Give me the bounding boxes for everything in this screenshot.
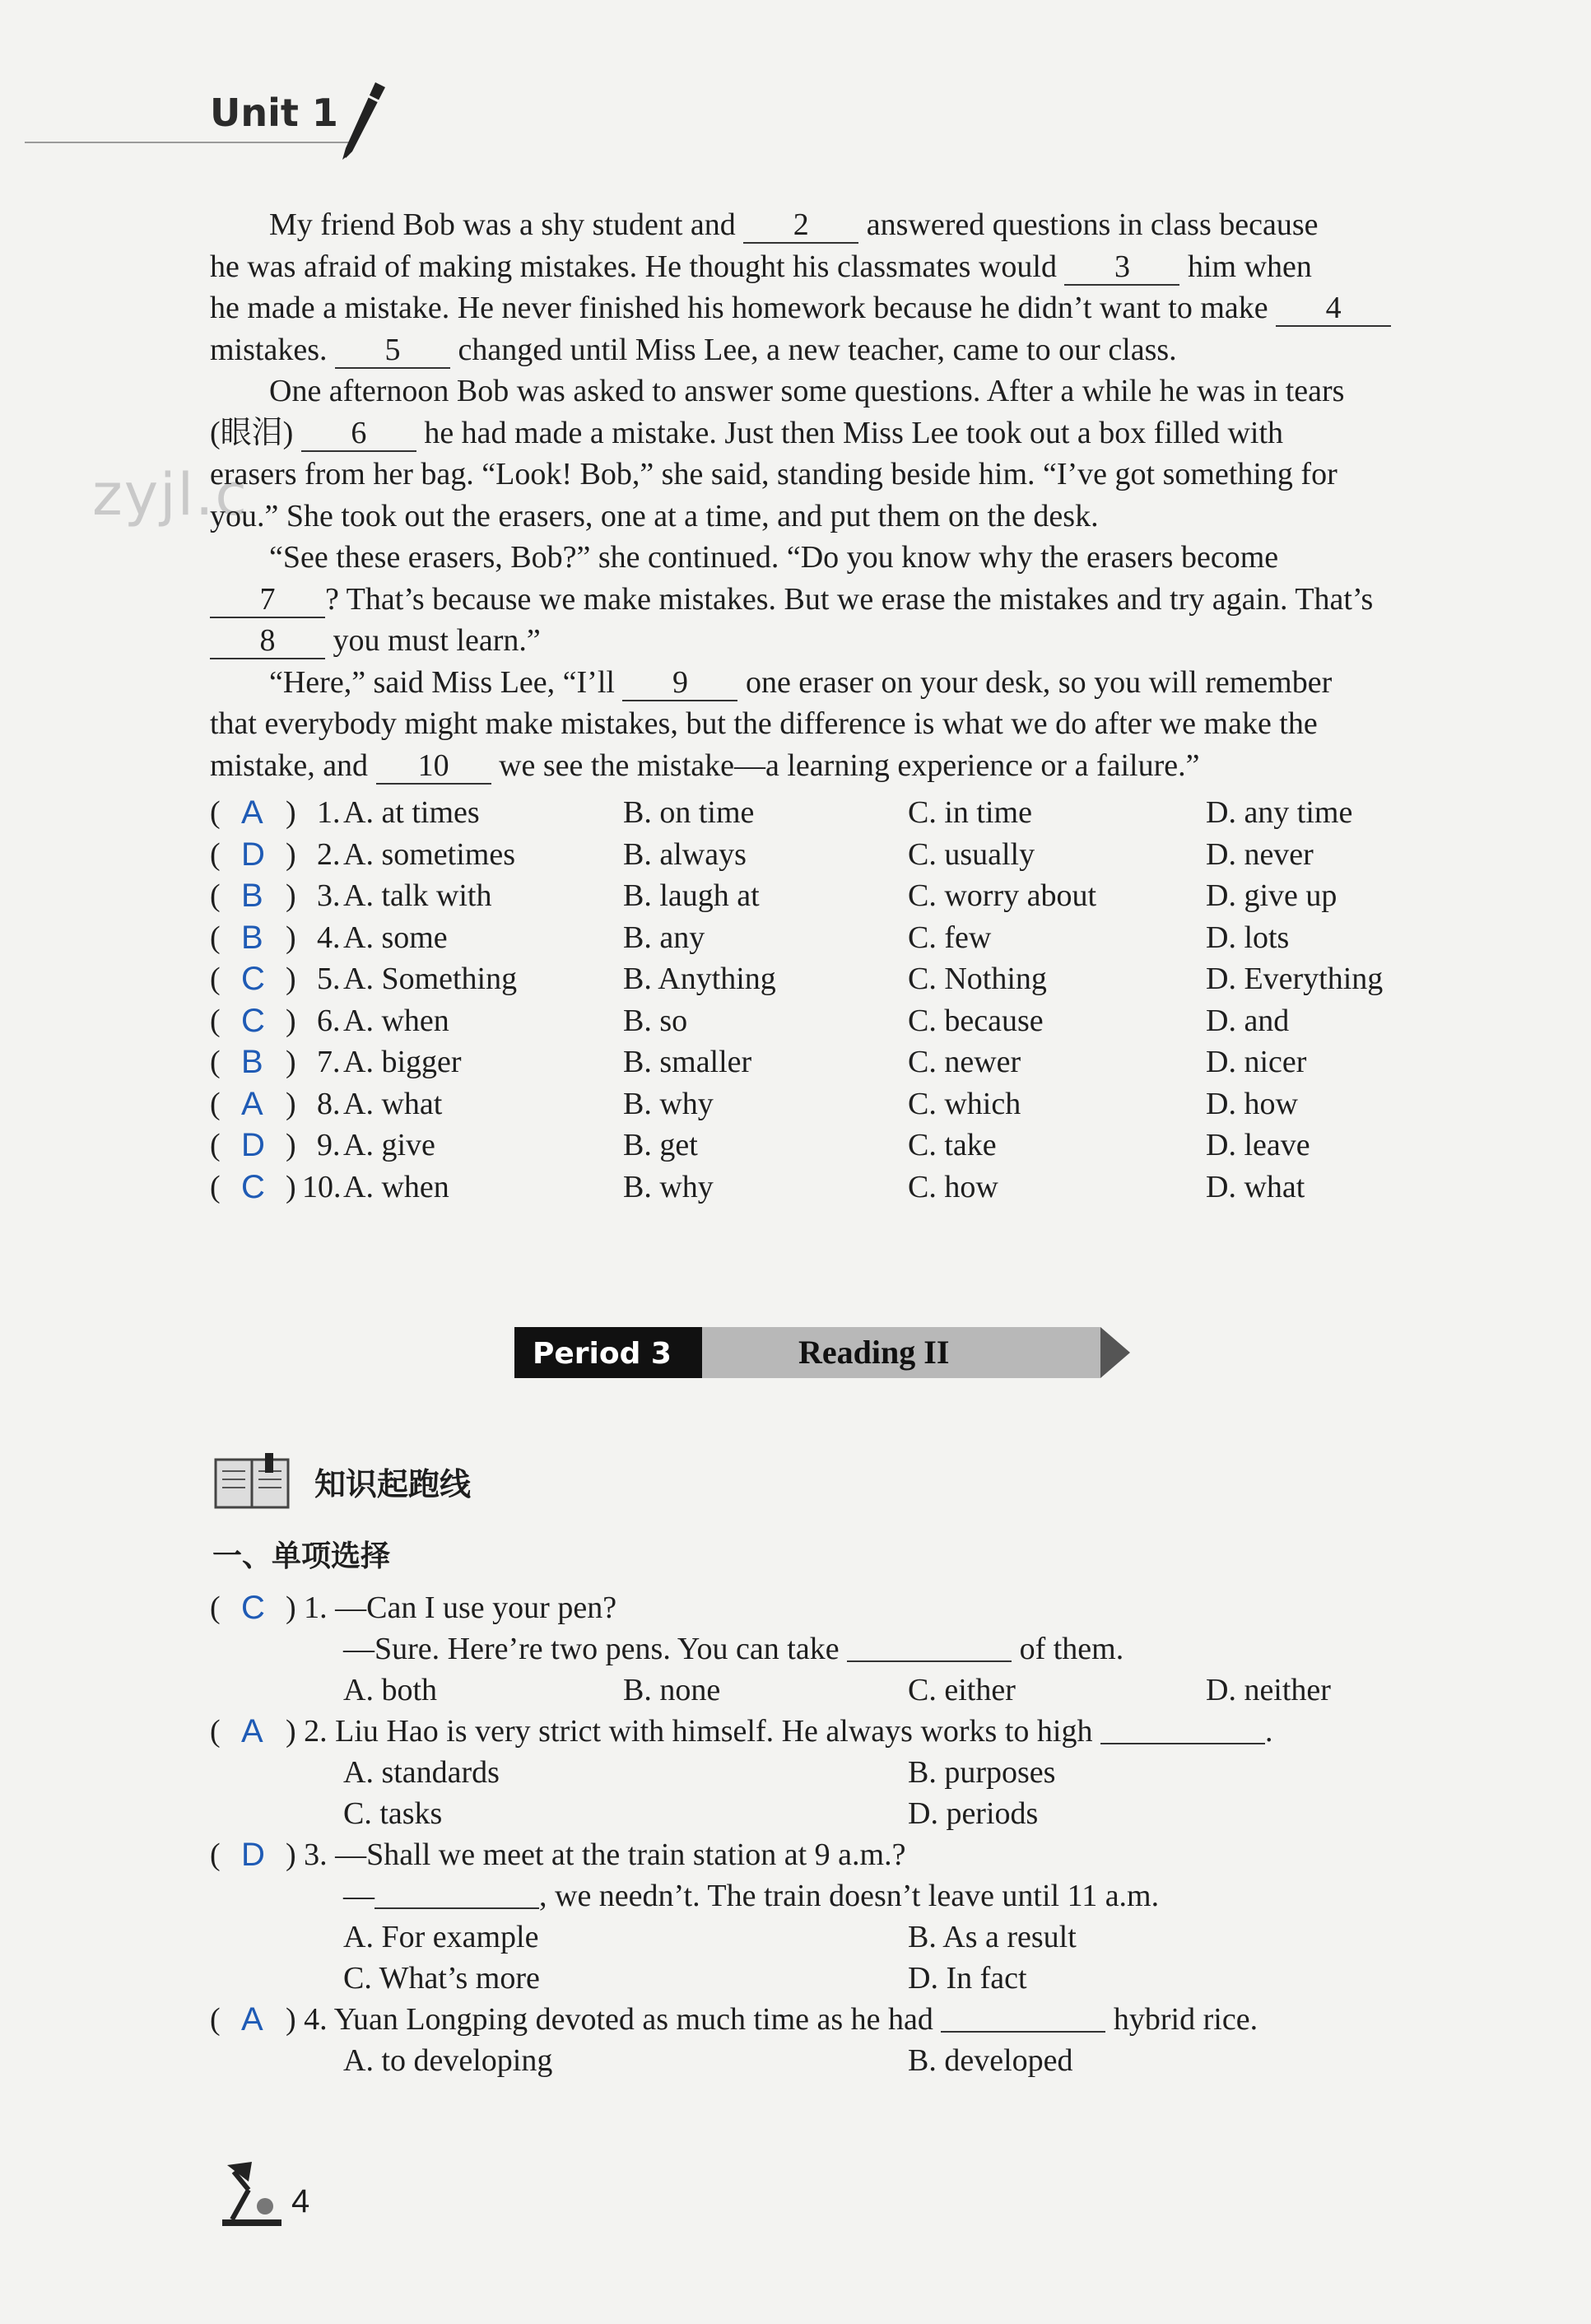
answer-mark: B [241, 919, 263, 956]
question-number: 3. [317, 878, 341, 913]
cloze-question-row [210, 1083, 1444, 1125]
paren-open: ( [210, 1086, 221, 1121]
option-c: C. newer [908, 1045, 1021, 1079]
question-text: hybrid rice. [1105, 2002, 1258, 2037]
answer-mark: C [241, 1590, 265, 1626]
mc-options-2b [210, 1793, 1444, 1834]
answer-mark: A [241, 2001, 263, 2038]
passage-line [210, 496, 1428, 538]
option-a: A. when [343, 1169, 449, 1204]
blank-number: 9 [622, 665, 737, 701]
option-d: D. periods [908, 1796, 1039, 1831]
paren-open: ( [210, 878, 221, 913]
passage-line [210, 703, 1428, 745]
paren-close: ) [286, 795, 296, 830]
passage-line [210, 537, 1428, 579]
mc-options-2a [210, 1752, 1444, 1793]
option-b: B. Anything [623, 962, 776, 996]
question-number: 7. [317, 1045, 341, 1079]
blank-number: 2 [743, 207, 858, 244]
passage-text: My friend Bob was a shy student and [269, 207, 744, 242]
section-title: 知识起跑线 [314, 1466, 472, 1502]
passage-text: changed until Miss Lee, a new teacher, came to our class. [449, 332, 1177, 367]
option-a: A. what [343, 1086, 443, 1121]
question-number: 1. [317, 795, 341, 830]
option-d: D. In fact [908, 1961, 1027, 1996]
answer-mark: B [241, 878, 263, 914]
header-rule [25, 142, 350, 143]
passage-text: mistakes. [210, 332, 335, 367]
option-b: B. purposes [908, 1755, 1056, 1790]
option-b: B. none [623, 1673, 721, 1707]
passage-text: “See these erasers, Bob?” she continued. “Do you know why the erasers become [269, 540, 1279, 575]
passage-text: he was afraid of making mistakes. He thought his classmates would [210, 249, 1065, 284]
option-d: D. leave [1206, 1128, 1310, 1162]
mc-question-4: ( A ) 4. Yuan Longping devoted as much time as he had hybrid rice. [210, 1999, 1444, 2040]
passage-text: that everybody might make mistakes, but the difference is what we do after we make the [210, 706, 1318, 741]
option-b: B. any [623, 920, 705, 955]
question-text: ) 2. Liu Hao is very strict with himself. He always works to high [286, 1714, 1100, 1749]
option-b: B. smaller [623, 1045, 752, 1079]
passage-line [210, 246, 1428, 288]
paren-close: ) [286, 836, 296, 872]
mc-options-4 [210, 2040, 1444, 2081]
passage-line [210, 620, 1428, 662]
paren-open: ( [210, 836, 221, 872]
passage-text: erasers from her bag. “Look! Bob,” she said, standing beside him. “I’ve got something for [210, 457, 1337, 491]
mc-options-1 [210, 1670, 1444, 1711]
option-a: A. standards [343, 1755, 500, 1790]
question-text: ) 4. Yuan Longping devoted as much time as he had [286, 2002, 942, 2037]
option-c: C. either [908, 1673, 1016, 1707]
cloze-question-row [210, 958, 1444, 999]
passage-line [210, 287, 1428, 329]
passage-line [210, 579, 1428, 621]
answer-mark: D [241, 1127, 265, 1163]
passage-text: one eraser on your desk, so you will remember [737, 664, 1333, 700]
cloze-question-row [210, 792, 1444, 833]
question-number: 10. [302, 1169, 342, 1204]
blank-number: 10 [376, 748, 491, 785]
passage-text: you.” She took out the erasers, one at a time, and put them on the desk. [210, 498, 1099, 533]
paren-open: ( [210, 1045, 221, 1079]
passage-text: we see the mistake—a learning experience or a failure.” [491, 747, 1200, 783]
cloze-question-row [210, 1167, 1444, 1208]
answer-mark: A [241, 1085, 263, 1122]
option-a: A. give [343, 1128, 435, 1162]
passage-line [210, 329, 1428, 371]
option-d: D. neither [1206, 1673, 1331, 1707]
option-d: D. and [1206, 1003, 1290, 1038]
book-icon [212, 1453, 291, 1511]
question-number: 8. [317, 1086, 341, 1121]
cloze-question-row [210, 1041, 1444, 1083]
paren-close: ) [286, 878, 296, 913]
passage-line [210, 412, 1428, 454]
question-text: ) 3. —Shall we meet at the train station at 9 a.m.? [286, 1837, 906, 1872]
option-a: A. bigger [343, 1045, 462, 1079]
passage-text: you must learn.” [325, 623, 541, 658]
answer-mark: C [241, 1002, 265, 1039]
passage-text: ? That’s because we make mistakes. But we erase the mistakes and try again. That’s [325, 581, 1374, 617]
question-text: — [343, 1879, 374, 1913]
option-c: C. in time [908, 795, 1032, 830]
option-a: A. when [343, 1003, 449, 1038]
passage-text: he had made a mistake. Just then Miss Lee took out a box filled with [416, 415, 1284, 450]
option-d: D. nicer [1206, 1045, 1307, 1079]
option-c: C. worry about [908, 878, 1097, 913]
blank-number: 7 [210, 582, 325, 618]
option-d: D. what [1206, 1169, 1305, 1204]
option-c: C. because [908, 1003, 1044, 1038]
option-a: A. sometimes [343, 836, 515, 872]
blank-number: 4 [1276, 291, 1391, 327]
option-b: B. why [623, 1086, 714, 1121]
paren-close: ) [286, 1086, 296, 1121]
option-b: B. As a result [908, 1920, 1077, 1954]
paren-open: ( [210, 962, 221, 996]
paren-close: ) [286, 962, 296, 996]
answer-mark: A [241, 794, 263, 831]
passage-line [210, 370, 1428, 412]
question-text: . [1264, 1714, 1273, 1749]
paren-close: ) [286, 920, 296, 955]
option-c: C. take [908, 1128, 997, 1162]
option-b: B. so [623, 1003, 688, 1038]
mc-options-3a [210, 1916, 1444, 1958]
paren-open: ( [210, 1128, 221, 1162]
cloze-question-row [210, 834, 1444, 875]
blank-number: 8 [210, 623, 325, 659]
question-number: 6. [317, 1003, 341, 1038]
paren-close: ) [286, 1169, 296, 1204]
question-number: 4. [317, 920, 341, 955]
cloze-passage [210, 204, 1428, 786]
option-b: B. developed [908, 2043, 1073, 2078]
passage-line [210, 204, 1428, 246]
option-d: D. lots [1206, 920, 1290, 955]
option-d: D. Everything [1206, 962, 1384, 996]
passage-text: he made a mistake. He never finished his homework because he didn’t want to make [210, 291, 1277, 325]
watermark: zyjl.c [92, 461, 249, 529]
passage-line [210, 454, 1428, 496]
paren-close: ) [286, 1003, 296, 1038]
option-d: D. how [1206, 1086, 1298, 1121]
option-c: C. usually [908, 836, 1035, 872]
desk-lamp-icon [216, 2157, 288, 2229]
paren-open: ( [210, 1169, 221, 1204]
mc-question-3: ( D ) 3. —Shall we meet at the train station at 9 a.m.? [210, 1834, 1444, 1875]
page-number: 4 [291, 2183, 310, 2219]
option-a: A. some [343, 920, 448, 955]
question-number: 5. [317, 962, 341, 996]
part-title: 一、单项选择 [212, 1539, 391, 1573]
option-d: D. give up [1206, 878, 1337, 913]
question-text: , we needn’t. The train doesn’t leave until 11 a.m. [539, 1879, 1160, 1913]
blank-number: 5 [335, 333, 450, 369]
cloze-question-row [210, 875, 1444, 916]
period-banner [514, 1324, 1132, 1383]
pen-icon [328, 79, 393, 161]
option-b: B. get [623, 1128, 698, 1162]
option-c: C. tasks [343, 1796, 443, 1831]
mc-question-1: ( C ) 1. —Can I use your pen? [210, 1587, 1444, 1628]
option-c: C. few [908, 920, 992, 955]
period-label: Period 3 [533, 1337, 672, 1371]
answer-mark: A [241, 1713, 263, 1749]
option-a: A. For example [343, 1920, 539, 1954]
option-c: C. which [908, 1086, 1021, 1121]
answer-mark: D [241, 1837, 265, 1873]
paren-open: ( [210, 1003, 221, 1038]
answer-mark: C [241, 961, 265, 997]
mc-options-3b [210, 1958, 1444, 1999]
option-a: A. at times [343, 795, 480, 830]
mc-question-3-line2 [210, 1875, 1444, 1916]
paren-open: ( [210, 795, 221, 830]
cloze-question-row [210, 1125, 1444, 1166]
option-c: C. how [908, 1169, 998, 1204]
option-a: A. both [343, 1673, 437, 1707]
question-number: 9. [317, 1128, 341, 1162]
question-text: ) 1. —Can I use your pen? [286, 1590, 617, 1625]
option-d: D. never [1206, 836, 1314, 872]
option-d: D. any time [1206, 795, 1353, 830]
passage-text: (眼泪) [210, 415, 301, 450]
option-b: B. why [623, 1169, 714, 1204]
passage-text: One afternoon Bob was asked to answer some questions. After a while he was in tears [269, 374, 1345, 408]
passage-text: answered questions in class because [858, 207, 1319, 242]
question-number: 2. [317, 836, 341, 872]
question-text: of them. [1012, 1632, 1124, 1666]
question-text: —Sure. Here’re two pens. You can take [343, 1632, 848, 1666]
paren-open: ( [210, 920, 221, 955]
option-b: B. always [623, 836, 747, 872]
paren-close: ) [286, 1045, 296, 1079]
option-a: A. to developing [343, 2043, 553, 2078]
passage-line [210, 745, 1428, 787]
passage-line [210, 662, 1428, 704]
answer-mark: D [241, 836, 265, 873]
answer-mark: C [241, 1168, 265, 1205]
option-b: B. laugh at [623, 878, 760, 913]
option-c: C. Nothing [908, 962, 1047, 996]
period-title: Reading II [798, 1334, 950, 1371]
blank-number: 3 [1064, 249, 1179, 286]
mc-question-2: ( A ) 2. Liu Hao is very strict with himself. He always works to high . [210, 1711, 1444, 1752]
cloze-question-row [210, 1000, 1444, 1041]
option-c: C. What’s more [343, 1961, 540, 1996]
option-a: A. talk with [343, 878, 492, 913]
unit-title: Unit 1 [210, 91, 338, 135]
mc-question-1-line2 [210, 1628, 1444, 1670]
option-b: B. on time [623, 795, 755, 830]
paren-close: ) [286, 1128, 296, 1162]
option-a: A. Something [343, 962, 518, 996]
answer-mark: B [241, 1044, 263, 1080]
cloze-question-row [210, 917, 1444, 958]
blank-number: 6 [301, 416, 416, 452]
passage-text: him when [1179, 249, 1312, 284]
passage-text: mistake, and [210, 747, 376, 783]
passage-text: “Here,” said Miss Lee, “I’ll [269, 664, 623, 700]
